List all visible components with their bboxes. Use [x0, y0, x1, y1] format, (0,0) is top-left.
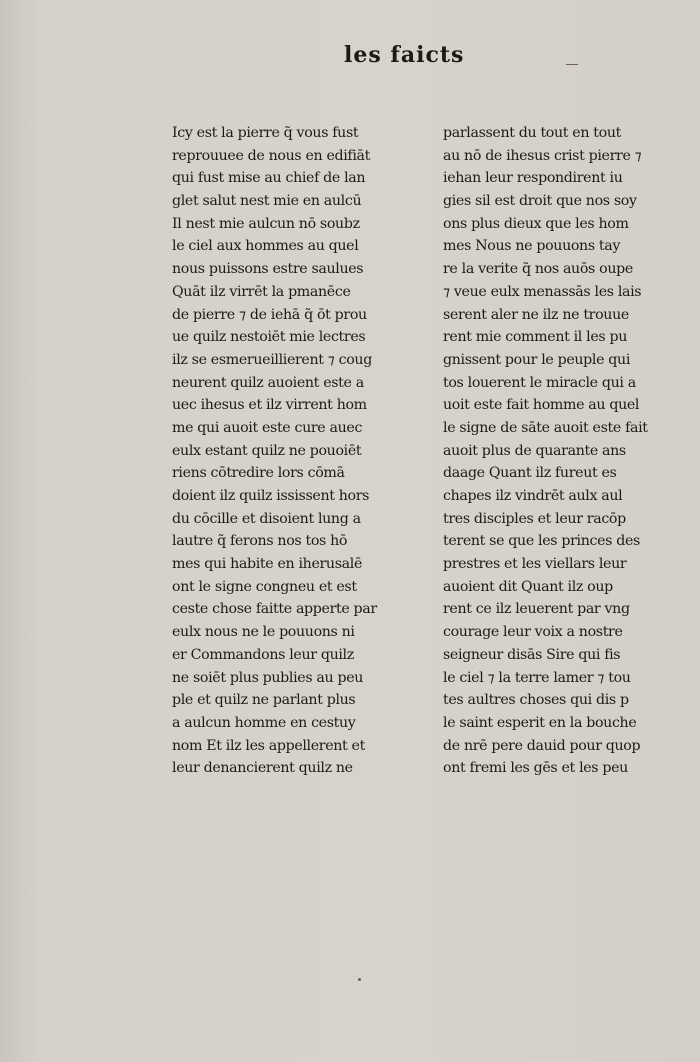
text-line: gies sil est droit que nos soy [443, 193, 637, 210]
text-line: au nō de ihesus crist pierre ⁊ [443, 147, 642, 164]
text-line: neurent quilz auoient este a [172, 374, 364, 391]
text-line: le ciel aux hommes au quel [172, 238, 359, 255]
text-line: le signe de sāte auoit este fait [443, 419, 648, 436]
text-line: leur denancierent quilz ne [172, 760, 353, 777]
text-column-right [443, 122, 675, 780]
text-line: de nrē pere dauid pour quop [443, 737, 641, 754]
text-line: ons plus dieux que les hom [443, 215, 629, 232]
text-line: ont fremi les gēs et les peu [443, 760, 628, 777]
text-line: Il nest mie aulcun nō soubz [172, 215, 360, 232]
text-line: er Commandons leur quilz [172, 646, 354, 663]
text-line: terent se que les princes des [443, 533, 640, 550]
text-line: re la verite q̃ nos auōs oupe [443, 261, 633, 278]
ink-mark [566, 64, 578, 65]
text-line: ne soiēt plus publies au peu [172, 669, 364, 686]
text-line: nous puissons estre saulues [172, 261, 364, 278]
text-line: doient ilz quilz ississent hors [172, 488, 370, 504]
text-line: eulx estant quilz ne pouoiēt [172, 442, 362, 459]
text-line: serent aler ne ilz ne trouue [443, 306, 629, 323]
text-line: uec ihesus et ilz virrent hom [172, 397, 367, 414]
text-line: du cōcille et disoient lung a [172, 510, 361, 527]
text-line: ceste chose faitte apperte par [172, 601, 377, 618]
text-line: rent mie comment il les pu [443, 329, 627, 346]
text-line: auoient dit Quant ilz oup [443, 578, 613, 595]
text-line: courage leur voix a nostre [443, 624, 623, 641]
text-line: gnissent pour le peuple qui [443, 351, 631, 368]
text-line: me qui auoit este cure auec [172, 419, 363, 436]
text-line: tos louerent le miracle qui a [443, 374, 636, 391]
text-line: tres disciples et leur racōp [443, 510, 626, 527]
ink-speck [358, 978, 361, 981]
text-line: ue quilz nestoiēt mie lectres [172, 329, 366, 346]
text-line: ilz se esmerueillierent ⁊ coug [172, 351, 372, 368]
text-line: ⁊ veue eulx menassās les lais [443, 283, 642, 300]
text-line: iehan leur respondirent iu [443, 170, 623, 187]
text-line: eulx nous ne le pouuons ni [172, 624, 355, 641]
text-line: lautre q̃ ferons nos tos hō [172, 533, 348, 550]
text-line: qui fust mise au chief de lan [172, 170, 366, 187]
text-line: chapes ilz vindrēt aulx aul [443, 488, 623, 504]
text-line: seigneur disās Sire qui fis [443, 646, 621, 663]
text-line: daage Quant ilz fureut es [443, 465, 617, 482]
text-line: le ciel ⁊ la terre lamer ⁊ tou [443, 669, 631, 686]
text-line: rent ce ilz leuerent par vng [443, 601, 630, 618]
text-line: auoit plus de quarante ans [443, 442, 626, 459]
text-line: mes qui habite en iherusalē [172, 556, 362, 573]
text-line: le saint esperit en la bouche [443, 714, 637, 731]
text-line: uoit este fait homme au quel [443, 397, 640, 414]
text-line: mes Nous ne pouuons tay [443, 238, 621, 255]
text-line: parlassent du tout en tout [443, 125, 621, 141]
text-line: prestres et les viellars leur [443, 556, 627, 573]
text-column-left [172, 122, 400, 780]
text-line: a aulcun homme en cestuy [172, 714, 356, 731]
running-head: les faicts [344, 42, 465, 68]
text-line: riens cōtredire lors cōmā [172, 465, 345, 482]
text-line: nom Et ilz les appellerent et [172, 737, 365, 754]
text-line: reprouuee de nous en edifiāt [172, 147, 370, 164]
text-line: ont le signe congneu et est [172, 578, 357, 595]
text-line: Icy est la pierre q̃ vous fust [172, 125, 359, 141]
text-line: Quāt ilz virrēt la pmanēce [172, 283, 351, 300]
text-line: de pierre ⁊ de iehā q̃ ōt prou [172, 306, 367, 323]
text-line: glet salut nest mie en aulcū [172, 193, 362, 210]
text-line: ple et quilz ne parlant plus [172, 692, 356, 709]
text-line: tes aultres choses qui dis p [443, 692, 629, 709]
